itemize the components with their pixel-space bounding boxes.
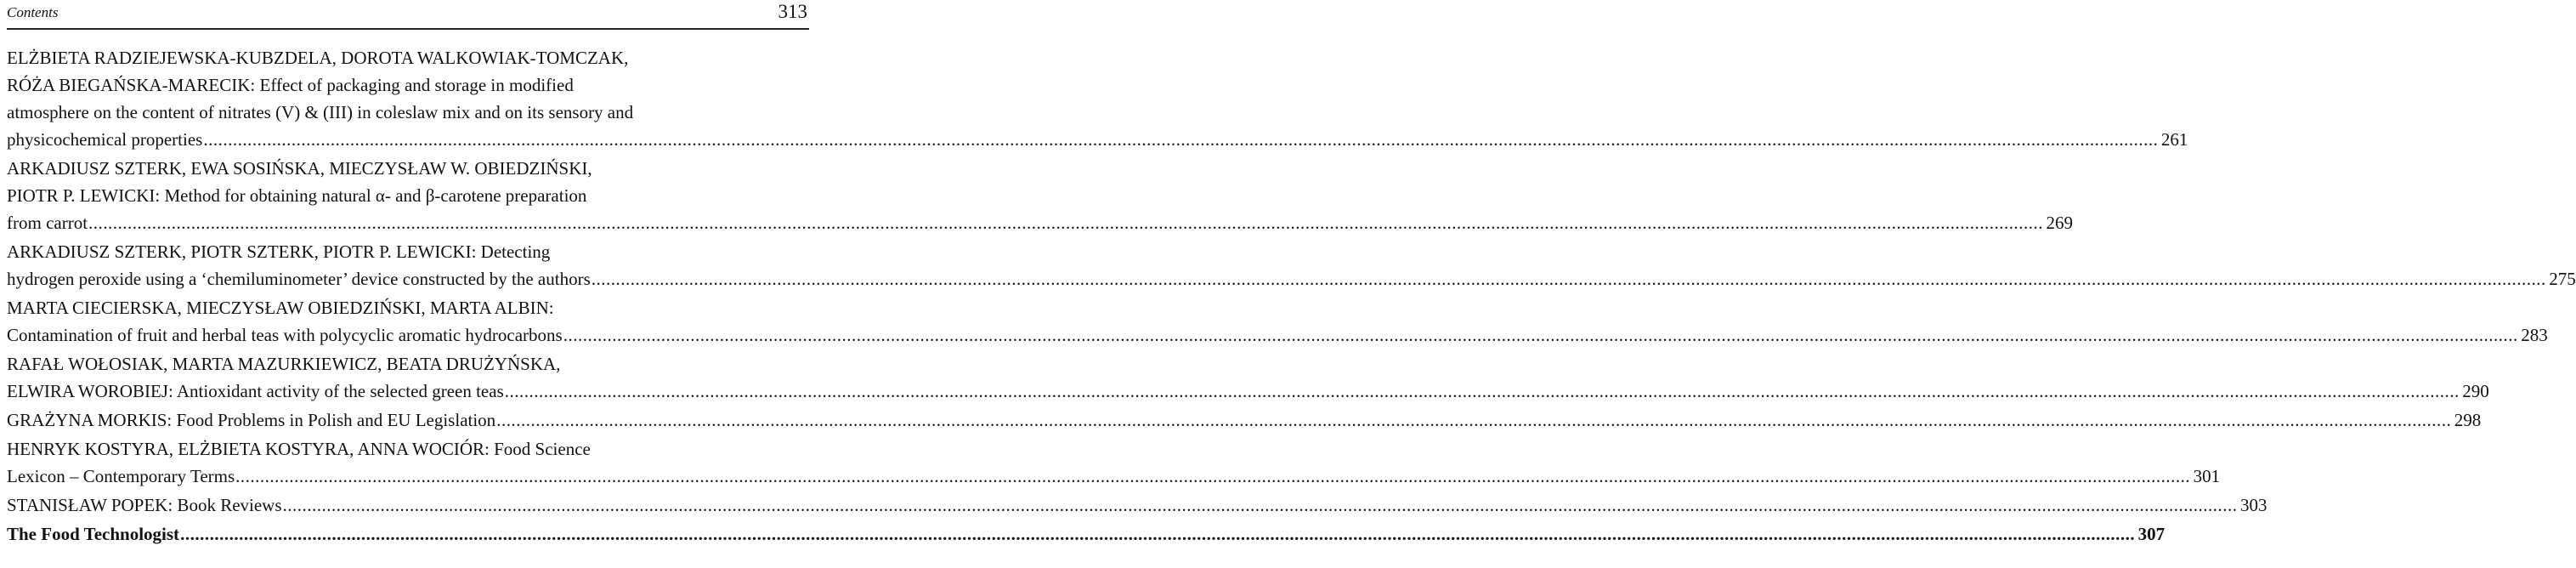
- toc-page-number: 303: [2240, 495, 2267, 515]
- toc-entry-line: GRAŻYNA MORKIS: Food Problems in Polish and EU Legislation: [7, 410, 496, 430]
- toc-entry-line: atmosphere on the content of nitrates (V) & (III) in coleslaw mix and on its sensory and: [7, 102, 634, 122]
- toc-entry-final-line: [7, 265, 2576, 293]
- toc-page-number: 275: [2549, 269, 2576, 289]
- toc-entry-final-line: [7, 209, 2074, 236]
- toc-entry[interactable]: [7, 520, 2166, 548]
- header-page-number: 313: [778, 1, 807, 22]
- toc-page-number: 298: [2454, 410, 2482, 430]
- table-of-contents: [7, 44, 2576, 549]
- dot-leader: ................................................................................................................................................................................................................................................................................................................................................................................................................: [504, 381, 2460, 401]
- toc-entry[interactable]: [7, 350, 2489, 405]
- toc-page-number: 269: [2046, 213, 2074, 233]
- toc-entry[interactable]: [7, 238, 2576, 293]
- toc-entry-final-line: [7, 491, 2267, 519]
- header-title: Contents: [7, 4, 59, 20]
- toc-entry[interactable]: [7, 491, 2267, 519]
- toc-entry-final-line: [7, 463, 2221, 490]
- toc-page-number: 290: [2462, 381, 2489, 401]
- dot-leader: ................................................................................................................................................................................................................................................................................................................................................................................................................: [235, 466, 2191, 486]
- toc-entry-line: RÓŻA BIEGAŃSKA-MARECIK: Effect of packaging and storage in modified: [7, 75, 574, 95]
- toc-entry-final-line: [7, 520, 2166, 548]
- toc-page-number: 283: [2521, 325, 2548, 345]
- toc-page-number: 301: [2193, 466, 2221, 486]
- dot-leader: ................................................................................................................................................................................................................................................................................................................................................................................................................: [563, 325, 2518, 345]
- toc-entry[interactable]: [7, 294, 2548, 349]
- toc-entry[interactable]: [7, 155, 2074, 236]
- toc-entry-line: HENRYK KOSTYRA, ELŻBIETA KOSTYRA, ANNA WOCIÓR: Food Science: [7, 439, 591, 459]
- toc-entry[interactable]: [7, 44, 2188, 153]
- toc-entry-line: ELWIRA WOROBIEJ: Antioxidant activity of the selected green teas: [7, 381, 504, 401]
- dot-leader: ................................................................................................................................................................................................................................................................................................................................................................................................................: [203, 129, 2159, 150]
- toc-entry-line: The Food Technologist: [7, 524, 180, 544]
- toc-entry[interactable]: [7, 435, 2221, 490]
- toc-entry-final-line: [7, 126, 2188, 153]
- page-header: [7, 0, 809, 30]
- toc-page-number: 307: [2137, 524, 2166, 544]
- dot-leader: ................................................................................................................................................................................................................................................................................................................................................................................................................: [591, 269, 2546, 289]
- toc-entry-line: physicochemical properties: [7, 129, 203, 150]
- toc-entry-line: ELŻBIETA RADZIEJEWSKA-KUBZDELA, DOROTA WALKOWIAK-TOMCZAK,: [7, 48, 629, 68]
- dot-leader: ................................................................................................................................................................................................................................................................................................................................................................................................................: [88, 213, 2044, 233]
- toc-entry[interactable]: [7, 406, 2482, 434]
- dot-leader: ................................................................................................................................................................................................................................................................................................................................................................................................................: [180, 524, 2136, 544]
- toc-page-number: 261: [2160, 129, 2188, 150]
- toc-entry-line: STANISŁAW POPEK: Book Reviews: [7, 495, 282, 515]
- toc-entry-final-line: [7, 321, 2548, 349]
- toc-entry-line: MARTA CIECIERSKA, MIECZYSŁAW OBIEDZIŃSKI, MARTA ALBIN:: [7, 298, 554, 318]
- toc-entry-line: RAFAŁ WOŁOSIAK, MARTA MAZURKIEWICZ, BEATA DRUŻYŃSKA,: [7, 354, 561, 374]
- dot-leader: ................................................................................................................................................................................................................................................................................................................................................................................................................: [282, 495, 2238, 515]
- toc-entry-line: Lexicon – Contemporary Terms: [7, 466, 235, 486]
- toc-entry-final-line: [7, 406, 2482, 434]
- toc-entry-line: Contamination of fruit and herbal teas with polycyclic aromatic hydrocarbons: [7, 325, 563, 345]
- toc-entry-final-line: [7, 378, 2489, 405]
- toc-entry-line: ARKADIUSZ SZTERK, EWA SOSIŃSKA, MIECZYSŁAW W. OBIEDZIŃSKI,: [7, 158, 592, 179]
- toc-entry-line: PIOTR P. LEWICKI: Method for obtaining natural α- and β-carotene preparation: [7, 185, 587, 206]
- dot-leader: ................................................................................................................................................................................................................................................................................................................................................................................................................: [496, 410, 2452, 430]
- toc-entry-line: ARKADIUSZ SZTERK, PIOTR SZTERK, PIOTR P. LEWICKI: Detecting: [7, 241, 551, 262]
- toc-entry-line: hydrogen peroxide using a ‘chemiluminometer’ device constructed by the authors: [7, 269, 591, 289]
- toc-entry-line: from carrot: [7, 213, 88, 233]
